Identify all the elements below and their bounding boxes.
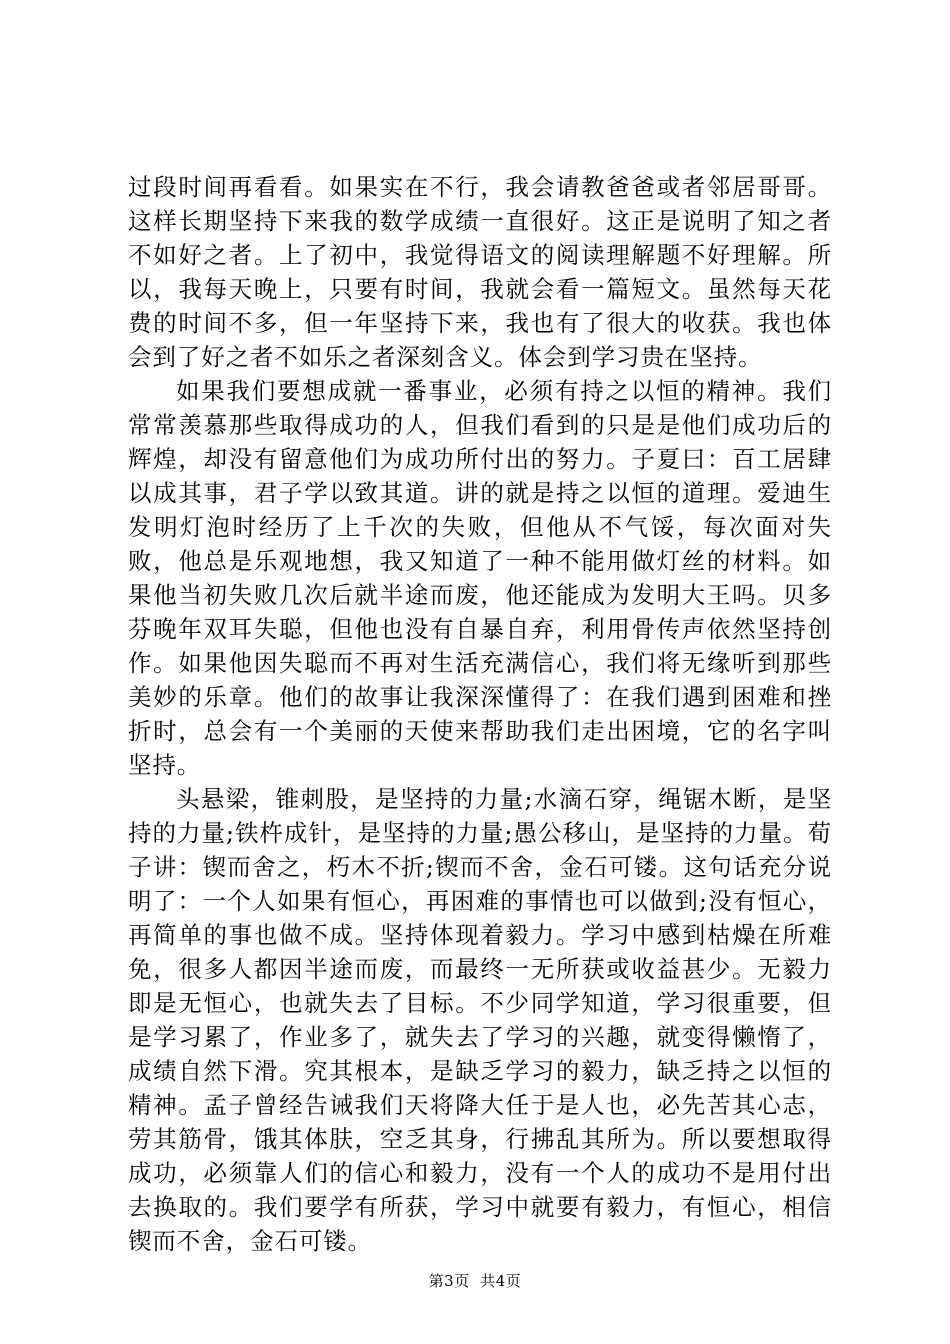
page-footer [0, 1271, 950, 1291]
footer-spacer [470, 1272, 481, 1290]
document-body [128, 170, 832, 1258]
paragraph-1: 过段时间再看看。如果实在不行，我会请教爸爸或者邻居哥哥。这样长期坚持下来我的数学成绩一直很好。这正是说明了知之者不如好之者。上了初中，我觉得语文的阅读理解题不好理解。所以，我每天晚上，只要有时间，我就会看一篇短文。虽然每天花费的时间不多，但一年坚持下来，我也有了很大的收获。我也体会到了好之者不如乐之者深刻含义。体会到学习贵在坚持。 [128, 173, 832, 371]
page-number: 第3页 [428, 1272, 470, 1290]
paragraph-3: 头悬梁，锥刺股，是坚持的力量;水滴石穿，绳锯木断，是坚持的力量;铁杵成针，是坚持的力量;愚公移山，是坚持的力量。荀子讲：锲而舍之，朽木不折;锲而不舍，金石可镂。这句话充分说明了：一个人如果有恒心，再困难的事情也可以做到;没有恒心，再简单的事也做不成。坚持体现着毅力。学习中感到枯燥在所难免，很多人都因半途而废，而最终一无所获或收益甚少。无毅力即是无恒心，也就失去了目标。不少同学知道，学习很重要，但是学习累了，作业多了，就失去了学习的兴趣，就变得懒惰了，成绩自然下滑。究其根本，是缺乏学习的毅力，缺乏持之以恒的精神。孟子曾经告诫我们天将降大任于是人也，必先苦其心志，劳其筋骨，饿其体肤，空乏其身，行拂乱其所为。所以要想取得成功，必须靠人们的信心和毅力，没有一个人的成功不是用付出去换取的。我们要学有所获，学习中就要有毅力，有恒心，相信锲而不舍，金石可镂。 [128, 785, 832, 1255]
paragraph-2: 如果我们要想成就一番事业，必须有持之以恒的精神。我们常常羡慕那些取得成功的人，但我们看到的只是是他们成功后的辉煌，却没有留意他们为成功所付出的努力。子夏曰：百工居肆以成其事，君子学以致其道。讲的就是持之以恒的道理。爱迪生发明灯泡时经历了上千次的失败，但他从不气馁，每次面对失败，他总是乐观地想，我又知道了一种不能用做灯丝的材料。如果他当初失败几次后就半途而废，他还能成为发明大王吗。贝多芬晚年双耳失聪，但他也没有自暴自弃，利用骨传声依然坚持创作。如果他因失聪而不再对生活充满信心，我们将无缘听到那些美妙的乐章。他们的故事让我深深懂得了：在我们遇到困难和挫折时，总会有一个美丽的天使来帮助我们走出困境，它的名字叫坚持。 [128, 377, 832, 779]
page-total: 共4页 [480, 1272, 522, 1290]
